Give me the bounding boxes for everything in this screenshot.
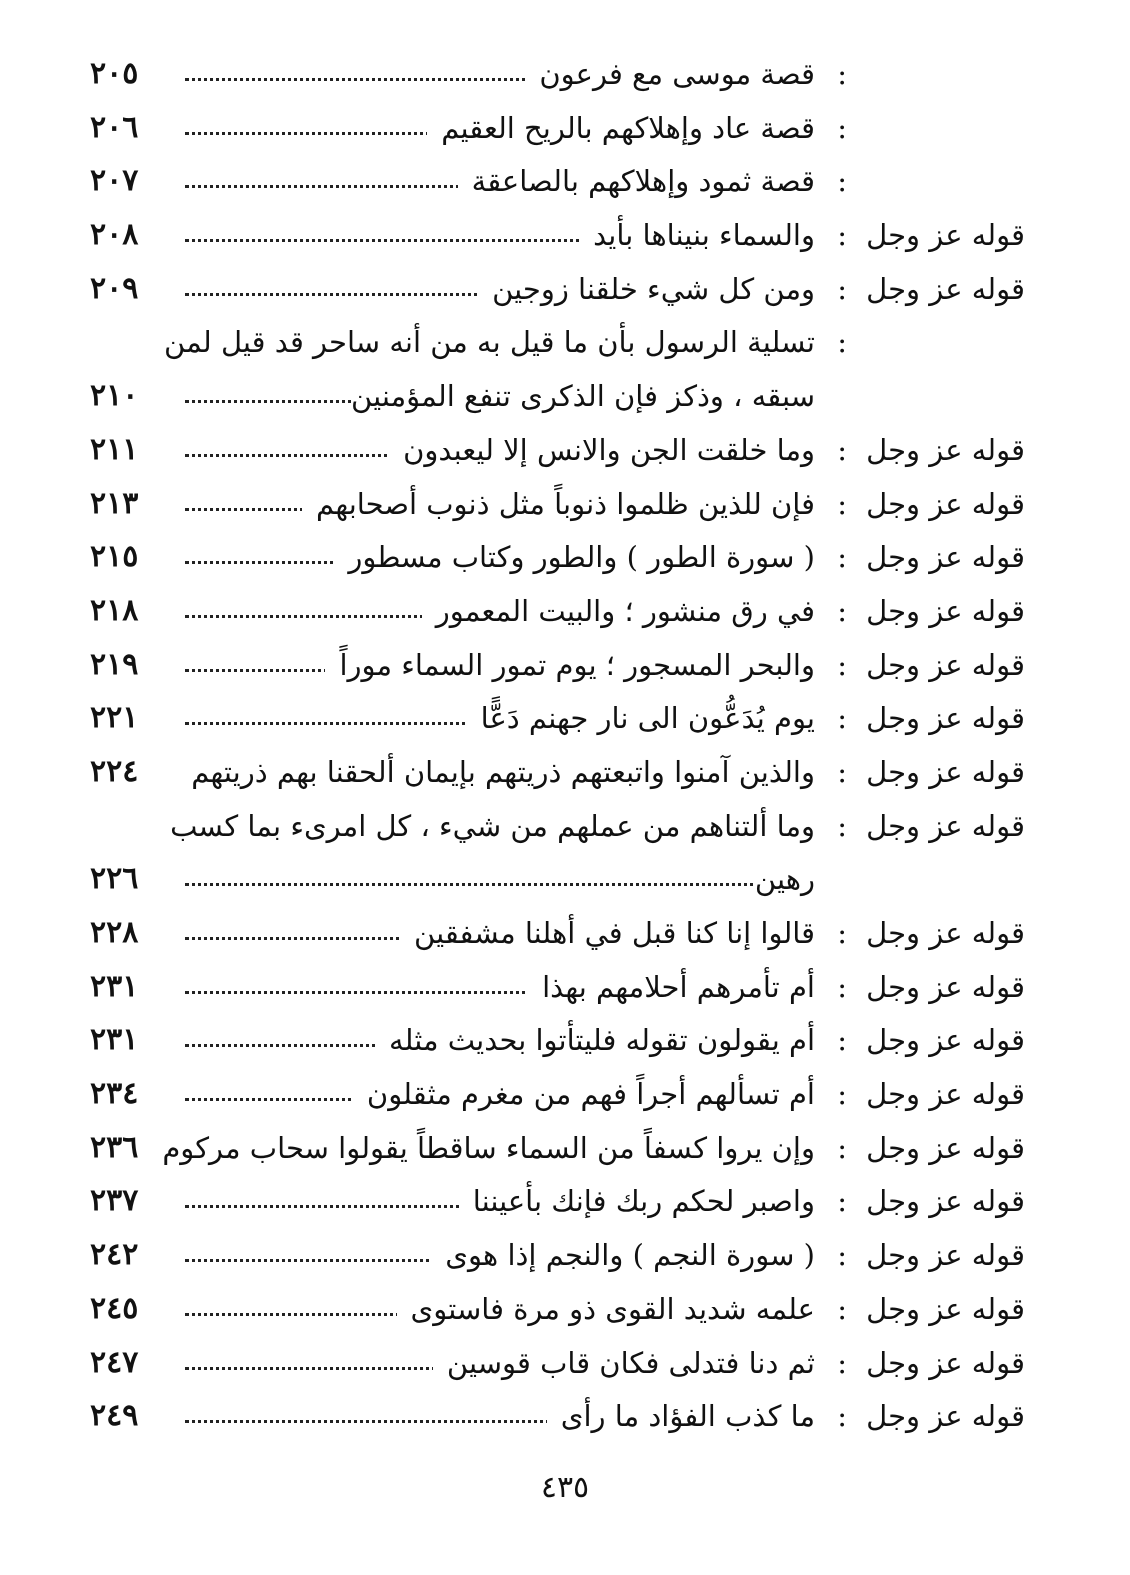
entry-lead: قوله عز وجل [866,271,1025,306]
toc-entry [90,155,1025,209]
entry-title: سبقه ، وذكز فإن الذكرى تنفع المؤمنين [351,379,815,414]
entry-page-number: ٢٤٥ [90,1290,139,1326]
entry-colon: : [837,916,847,950]
entry-colon: : [837,110,847,145]
entry-title: قصة ثمود وإهلاكهم بالصاعقة [458,163,815,199]
entry-lead: قوله عز وجل [866,1077,1025,1112]
entry-page-number: ٢٠٦ [90,109,139,145]
entry-title: يوم يُدَعُّون الى نار جهنم دَعًّا [467,700,815,736]
entry-lead: قوله عز وجل [866,1291,1025,1326]
toc-entry [90,478,1025,532]
entry-lead: قوله عز وجل [866,1130,1025,1165]
entry-title: أم تسألهم أجراً فهم من مغرم مثقلون [353,1076,815,1112]
entry-title: فإن للذين ظلموا ذنوباً مثل ذنوب أصحابهم [302,486,815,522]
entry-colon: : [837,271,847,306]
entry-page-number: ٢٣٧ [90,1183,139,1219]
entry-lead: قوله عز وجل [866,1345,1025,1380]
toc-entry [90,907,1025,961]
entry-page-number: ٢١٣ [90,485,139,521]
entry-colon: : [837,1345,847,1380]
toc-entry [90,961,1025,1015]
toc-entry [90,853,1025,907]
table-of-contents [90,48,1025,1444]
entry-page-number: ٢٣١ [90,968,139,1004]
entry-title: وإن يروا كسفاً من السماء ساقطاً يقولوا سحاب مركوم [162,1130,815,1165]
toc-entry [90,692,1025,746]
entry-lead: قوله عز وجل [866,486,1025,521]
entry-colon: : [837,1399,847,1434]
entry-title: رهين [754,862,815,897]
entry-title: والسماء بنيناها بأيد [579,217,815,253]
toc-entry [90,746,1025,800]
entry-page-number: ٢٣٦ [90,1129,139,1165]
dot-leader [185,883,815,886]
entry-colon: : [837,593,847,628]
entry-title: تسلية الرسول بأن ما قيل به من أنه ساحر قد قيل لمن [161,324,815,360]
entry-page-number: ٢٢٤ [90,753,139,789]
toc-entry [90,1122,1025,1176]
entry-colon: : [837,164,847,199]
entry-page-number: ٢٠٨ [90,217,139,253]
entry-lead: قوله عز وجل [866,540,1025,575]
entry-page-number: ٢٣١ [90,1022,139,1058]
toc-entry [90,1229,1025,1283]
entry-lead: قوله عز وجل [866,1023,1025,1058]
entry-colon: : [837,647,847,682]
entry-title: ثم دنا فتدلى فكان قاب قوسين [433,1345,815,1381]
entry-title: ( سورة النجم ) والنجم إذا هوى [431,1237,815,1273]
entry-title: قالوا إنا كنا قبل في أهلنا مشفقين [400,915,815,951]
entry-title: واصبر لحكم ربك فإنك بأعيننا [459,1183,815,1219]
entry-lead: قوله عز وجل [866,969,1025,1004]
toc-entry [90,1175,1025,1229]
entry-page-number: ٢٠٥ [90,56,139,91]
entry-colon: : [837,808,847,843]
entry-title: أم تأمرهم أحلامهم بهذا [528,969,815,1005]
page-number-footer: ٤٣٥ [540,1470,590,1505]
entry-page-number: ٢٢١ [90,700,139,736]
entry-page-number: ٢٠٩ [90,270,139,306]
entry-title: قصة عاد وإهلاكهم بالريح العقيم [427,110,815,146]
entry-colon: : [837,1238,847,1273]
entry-page-number: ٢١٠ [90,378,139,414]
entry-colon: : [837,1130,847,1165]
toc-entry [90,370,1025,424]
entry-title: في رق منشور ؛ والبيت المعمور [422,593,815,629]
entry-colon: : [837,701,847,736]
entry-colon: : [837,540,847,575]
entry-page-number: ٢٤٢ [90,1237,139,1273]
entry-lead: قوله عز وجل [866,754,1025,789]
entry-colon: : [837,969,847,1004]
entry-colon: : [837,486,847,521]
entry-lead: قوله عز وجل [866,701,1025,736]
entry-title: ومن كل شيء خلقنا زوجين [478,271,815,307]
entry-colon: : [837,218,847,253]
entry-page-number: ٢٤٩ [90,1398,139,1434]
toc-entry [90,1014,1025,1068]
entry-page-number: ٢٠٧ [90,163,139,199]
entry-title: ما كذب الفؤاد ما رأى [547,1398,815,1434]
entry-page-number: ٢١٨ [90,592,139,628]
toc-entry [90,48,1025,102]
toc-entry [90,424,1025,478]
entry-colon: : [837,1184,847,1219]
entry-colon: : [837,754,847,789]
toc-entry [90,1337,1025,1391]
entry-lead: قوله عز وجل [866,593,1025,628]
entry-colon: : [837,57,847,91]
entry-page-number: ٢١١ [90,431,139,467]
entry-lead: قوله عز وجل [866,432,1025,467]
toc-entry [90,209,1025,263]
toc-entry [90,316,1025,370]
entry-page-number: ٢٢٦ [90,861,139,897]
toc-entry [90,800,1025,854]
entry-lead: قوله عز وجل [866,1238,1025,1273]
toc-entry [90,1283,1025,1337]
entry-colon: : [837,1077,847,1112]
entry-lead: قوله عز وجل [866,808,1025,843]
entry-colon: : [837,432,847,467]
entry-lead: قوله عز وجل [866,1184,1025,1219]
entry-title: أم يقولون تقوله فليتأتوا بحديث مثله [375,1022,815,1058]
entry-page-number: ٢٢٨ [90,915,139,950]
toc-entry [90,531,1025,585]
entry-lead: قوله عز وجل [866,916,1025,950]
entry-lead: قوله عز وجل [866,1399,1025,1434]
entry-title: ( سورة الطور ) والطور وكتاب مسطور [334,539,815,575]
toc-entry [90,639,1025,693]
entry-title: وما ألتناهم من عملهم من شيء ، كل امرىء بما كسب [161,808,815,844]
entry-colon: : [837,1023,847,1058]
toc-entry [90,263,1025,317]
entry-colon: : [837,1291,847,1326]
entry-title: علمه شديد القوى ذو مرة فاستوى [397,1291,815,1327]
entry-lead: قوله عز وجل [866,647,1025,682]
entry-page-number: ٢٤٧ [90,1344,139,1380]
entry-title: وما خلقت الجن والانس إلا ليعبدون [389,432,815,468]
toc-entry [90,1390,1025,1444]
entry-page-number: ٢١٥ [90,539,139,575]
toc-entry [90,585,1025,639]
toc-entry [90,1068,1025,1122]
entry-page-number: ٢٣٤ [90,1076,139,1112]
entry-page-number: ٢١٩ [90,646,139,682]
entry-title: والبحر المسجور ؛ يوم تمور السماء موراً [325,647,815,683]
entry-lead: قوله عز وجل [866,218,1025,253]
entry-title: قصة موسى مع فرعون [525,56,815,92]
toc-entry [90,102,1025,156]
entry-colon: : [837,325,847,360]
entry-title: والذين آمنوا واتبعتهم ذريتهم بإيمان ألحقنا بهم ذريتهم [177,754,815,790]
